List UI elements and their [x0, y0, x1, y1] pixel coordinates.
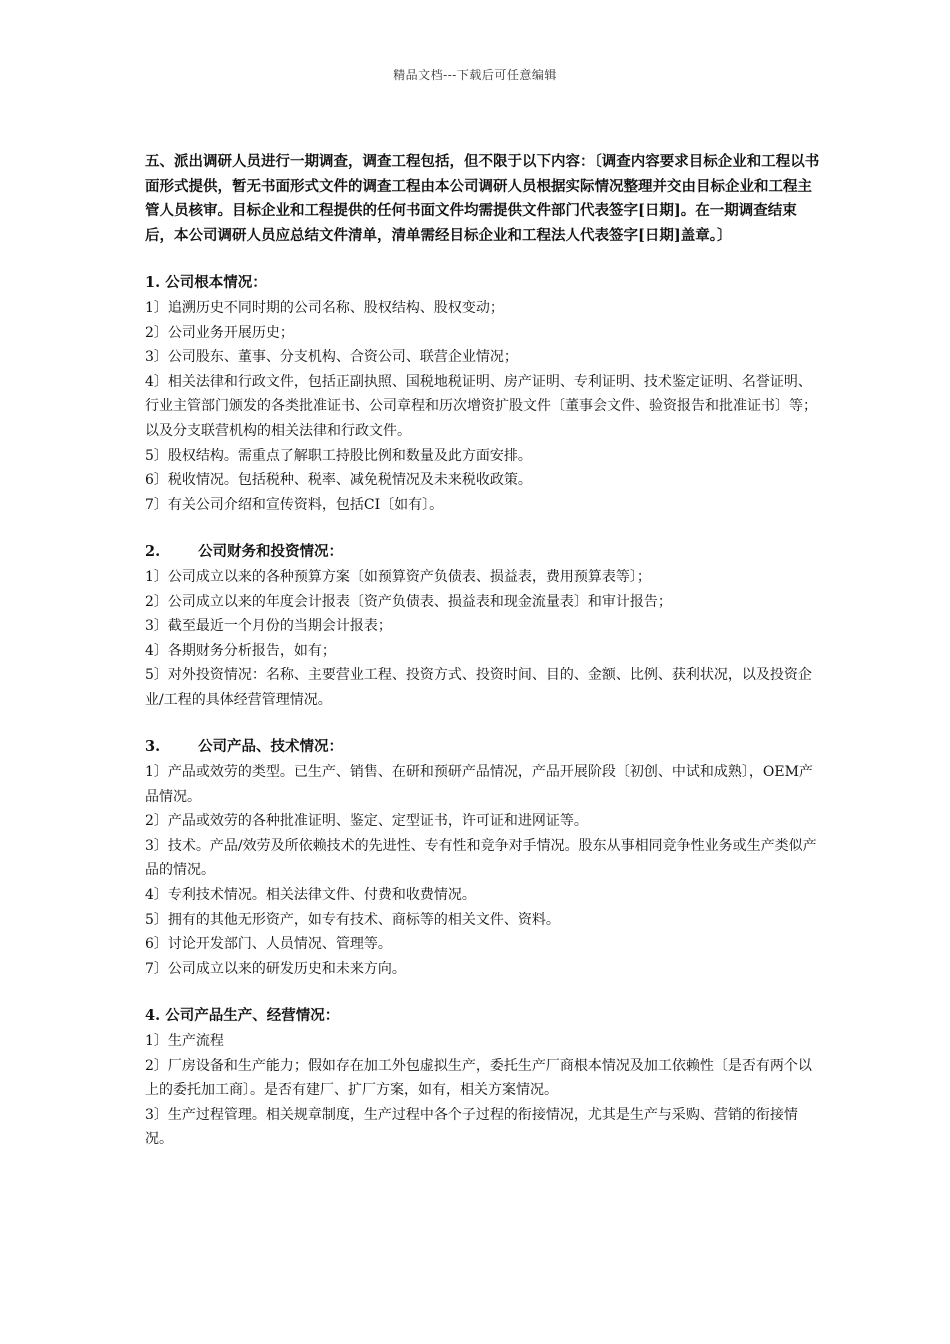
list-item: 2〕厂房设备和生产能力；假如存在加工外包虚拟生产，委托生产厂商根本情况及加工依赖性〔是否有两个以上的委托加工商〕。是否有建厂、扩厂方案，如有，相关方案情况。 — [145, 1057, 812, 1099]
intro-paragraph: 五、派出调研人员进行一期调查，调查工程包括，但不限于以下内容：〔调查内容要求目标企业和工程以书面形式提供，暂无书面形式文件的调查工程由本公司调研人员根据实际情况整理并交由目标企业和工程主管人员核审。目标企业和工程提供的任何书面文件均需提供文件部门代表签字[日期]。在一期调查结束后，本公司调研人员应总结文件清单，清单需经目标企业和工程法人代表签字[日期]盖章。〕 — [145, 153, 820, 244]
section-number: 3. — [145, 738, 161, 756]
list-item: 1〕生产流程 — [145, 1033, 224, 1049]
list-item: 4〕各期财务分析报告，如有； — [145, 642, 336, 659]
list-item: 1〕产品或效劳的类型。已生产、销售、在研和预研产品情况，产品开展阶段〔初创、中试和成熟〕，OEM产品情况。 — [145, 764, 813, 805]
section-production-operations — [145, 1004, 825, 1152]
section-heading — [145, 540, 825, 565]
page-header-watermark: 精品文档---下载后可任意编辑 — [393, 68, 557, 82]
list-item: 2〕产品或效劳的各种批准证明、鉴定、定型证书，许可证和进网证等。 — [145, 813, 588, 830]
section-number: 1. — [145, 274, 161, 292]
section-title-text: 公司财务和投资情况： — [198, 543, 344, 561]
list-item: 2〕公司业务开展历史； — [145, 324, 294, 341]
list-item: 5〕对外投资情况：名称、主要营业工程、投资方式、投资时间、目的、金额、比例、获利状况，以及投资企业/工程的具体经营管理情况。 — [145, 667, 812, 708]
list-item: 1〕追溯历史不同时期的公司名称、股权结构、股权变动； — [145, 299, 504, 316]
list-item: 5〕拥有的其他无形资产，如专有技术、商标等的相关文件、资料。 — [145, 911, 560, 928]
section-heading — [145, 735, 825, 760]
section-number: 4. — [145, 1007, 161, 1025]
section-company-basics — [145, 271, 825, 517]
section-products-technology — [145, 735, 825, 981]
list-item: 7〕公司成立以来的研发历史和未来方向。 — [145, 960, 406, 977]
section-title-text: 公司根本情况： — [165, 274, 267, 292]
section-heading — [145, 1004, 825, 1029]
list-item: 1〕公司成立以来的各种预算方案〔如预算资产负债表、损益表，费用预算表等〕； — [145, 568, 651, 585]
list-item: 3〕截至最近一个月份的当期会计报表； — [145, 618, 392, 635]
document-body — [145, 150, 825, 1152]
section-number: 2. — [145, 543, 161, 561]
list-item: 4〕相关法律和行政文件，包括正副执照、国税地税证明、房产证明、专利证明、技术鉴定证明、名誉证明、行业主管部门颁发的各类批准证书、公司章程和历次增资扩股文件〔董事会文件、验资报告和批准证书〕等；以及分支联营机构的相关法律和行政文件。 — [145, 373, 817, 439]
list-item: 4〕专利技术情况。相关法律文件、付费和收费情况。 — [145, 887, 476, 904]
section-title-text: 公司产品生产、经营情况： — [165, 1007, 340, 1025]
section-finance-investment — [145, 540, 825, 712]
list-item: 7〕有关公司介绍和宣传资料，包括CI〔如有〕。 — [145, 496, 444, 513]
list-item: 6〕讨论开发部门、人员情况、管理等。 — [145, 936, 392, 953]
section-heading — [145, 271, 825, 296]
list-item: 3〕生产过程管理。相关规章制度，生产过程中各个子过程的衔接情况，尤其是生产与采购、营销的衔接情况。 — [145, 1106, 798, 1148]
list-item: 2〕公司成立以来的年度会计报表〔资产负债表、损益表和现金流量表〕和审计报告； — [145, 593, 672, 610]
section-title-text: 公司产品、技术情况： — [198, 738, 344, 756]
list-item: 3〕技术。产品/效劳及所依赖技术的先进性、专有性和竞争对手情况。股东从事相同竞争性业务或生产类似产品的情况。 — [145, 837, 817, 879]
list-item: 3〕公司股东、董事、分支机构、合资公司、联营企业情况； — [145, 349, 518, 366]
list-item: 6〕税收情况。包括税种、税率、减免税情况及未来税收政策。 — [145, 472, 532, 489]
list-item: 5〕股权结构。需重点了解职工持股比例和数量及此方面安排。 — [145, 447, 532, 464]
